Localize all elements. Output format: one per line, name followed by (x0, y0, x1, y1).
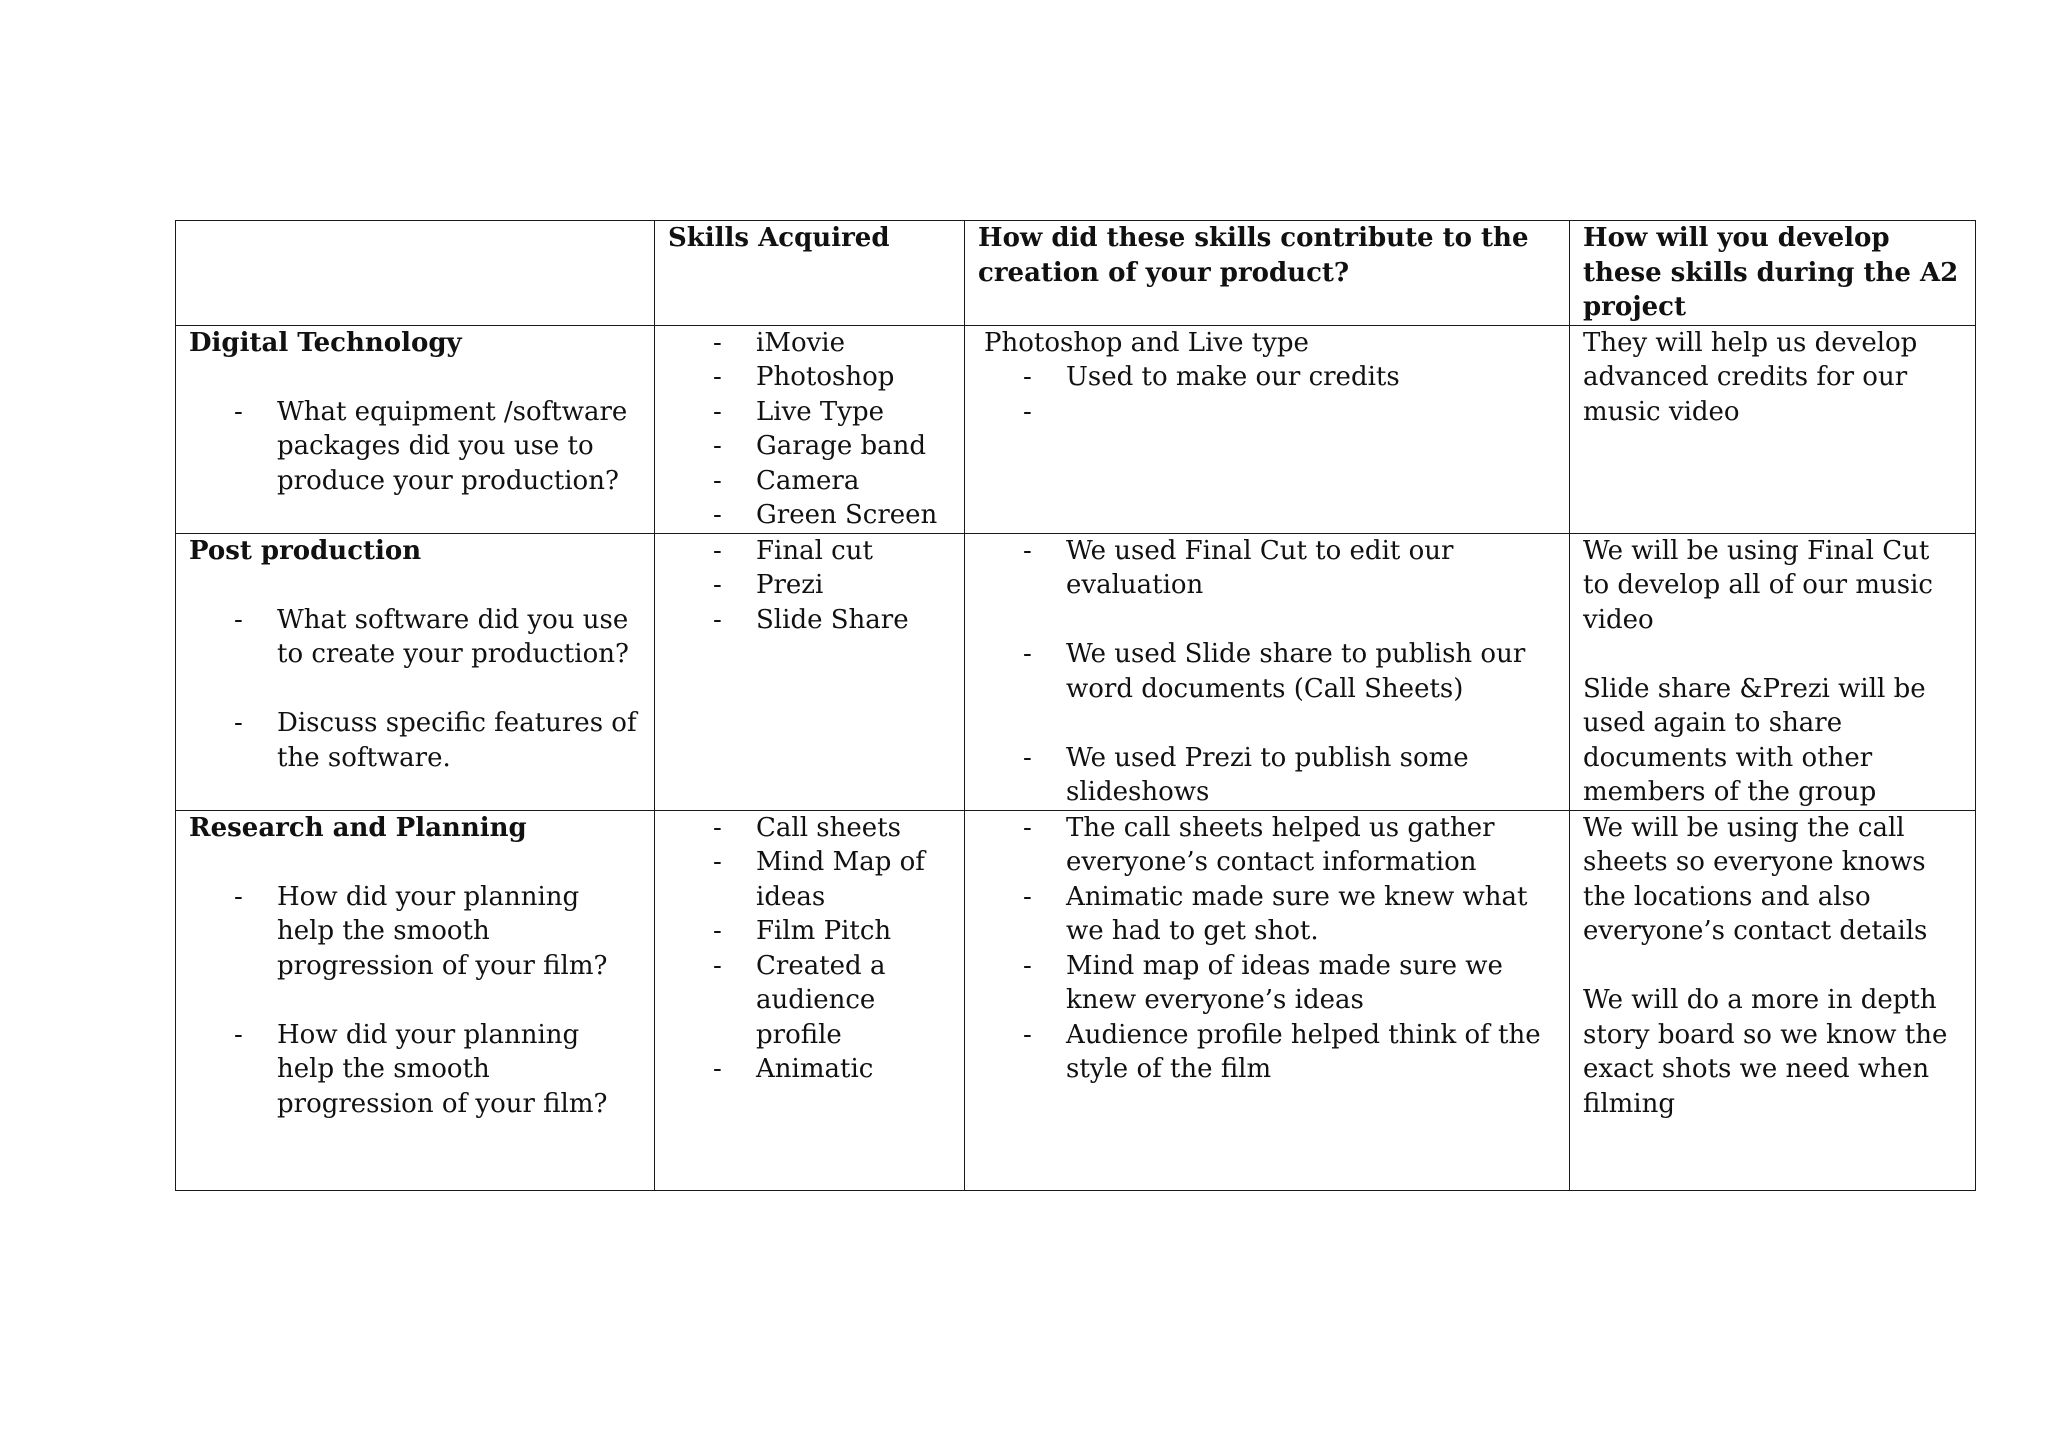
row-category-cell (176, 810, 655, 1190)
list-item: - Mind map of ideas made sure we knew everyone’s ideas (1023, 950, 1503, 1015)
list-item: - Animatic made sure we knew what we had to get shot. (1023, 881, 1528, 946)
table-row (176, 325, 1976, 533)
evaluation-table (175, 220, 1976, 1191)
skills-cell (655, 325, 965, 533)
row-title: Digital Technology (189, 327, 462, 358)
list-item: - Created a audience profile (713, 950, 886, 1050)
development-cell (1570, 533, 1976, 810)
list-item: - Slide Share (713, 604, 909, 635)
contribution-cell (965, 325, 1570, 533)
contribution-intro: Photoshop and Live type (984, 327, 1309, 358)
question-list (189, 395, 642, 499)
list-item: - Garage band (713, 431, 927, 461)
list-item: - We used Slide share to publish our word documents (Call Sheets) (1023, 639, 1526, 704)
list-item: - Audience profile helped think of the style of the film (1023, 1019, 1541, 1084)
header-development: How will you develop these skills during the A2 project (1570, 221, 1976, 326)
skills-cell (655, 533, 965, 810)
skills-list (668, 326, 952, 533)
development-text: We will be using Final Cut to develop all of our music video (1583, 535, 1933, 635)
skills-list (668, 534, 952, 638)
list-item: - Film Pitch (713, 916, 892, 946)
list-item: - iMovie (713, 327, 845, 358)
skills-list (668, 811, 952, 1087)
list-item: - Photoshop (713, 362, 895, 392)
list-item: - We used Final Cut to edit our evaluation (1023, 535, 1454, 600)
list-item: - Final cut (713, 535, 873, 566)
row-title: Research and Planning (189, 812, 527, 843)
list-item: - What software did you use to create your production? (234, 604, 629, 669)
list-item: - Animatic (713, 1054, 874, 1084)
development-cell (1570, 810, 1976, 1190)
header-contribution: How did these skills contribute to the creation of your product? (965, 221, 1570, 326)
list-item: - Discuss specific features of the software. (234, 708, 637, 773)
row-title: Post production (189, 535, 422, 566)
contribution-list (978, 360, 1557, 429)
contribution-list (978, 534, 1557, 810)
skills-cell (655, 810, 965, 1190)
header-cell-empty (176, 221, 655, 326)
development-text: Slide share &Prezi will be used again to share documents with other members of the group (1583, 673, 1926, 807)
list-item: - (1023, 396, 1032, 427)
list-item: - Live Type (713, 396, 884, 427)
row-category-cell (176, 533, 655, 810)
list-item: - Call sheets (713, 812, 901, 843)
list-item: - What equipment /software packages did you use to produce your production? (234, 396, 628, 496)
table-row (176, 533, 1976, 810)
contribution-cell (965, 810, 1570, 1190)
question-list (189, 880, 642, 1122)
list-item: - How did your planning help the smooth progression of your film? (234, 1019, 608, 1119)
list-item: - How did your planning help the smooth progression of your film? (234, 881, 608, 981)
table-row (176, 810, 1976, 1190)
question-list (189, 603, 642, 776)
development-text: We will be using the call sheets so everyone knows the locations and also everyone’s contact details (1583, 812, 1928, 946)
list-item: - We used Prezi to publish some slideshows (1023, 742, 1469, 807)
list-item: - Green Screen (713, 500, 938, 530)
development-cell (1570, 325, 1976, 533)
development-text: We will do a more in depth story board so we know the exact shots we need when filming (1583, 985, 1948, 1119)
header-skills-acquired: Skills Acquired (655, 221, 965, 326)
list-item: - Mind Map of ideas (713, 847, 925, 912)
row-category-cell (176, 325, 655, 533)
development-text: They will help us develop advanced credits for our music video (1583, 327, 1918, 427)
list-item: - Camera (713, 465, 860, 496)
list-item: - Used to make our credits (1023, 362, 1400, 392)
list-item: - Prezi (713, 570, 824, 600)
list-item: - The call sheets helped us gather everyone’s contact information (1023, 812, 1495, 877)
contribution-cell (965, 533, 1570, 810)
header-row (176, 221, 1976, 326)
contribution-list (978, 811, 1557, 1087)
